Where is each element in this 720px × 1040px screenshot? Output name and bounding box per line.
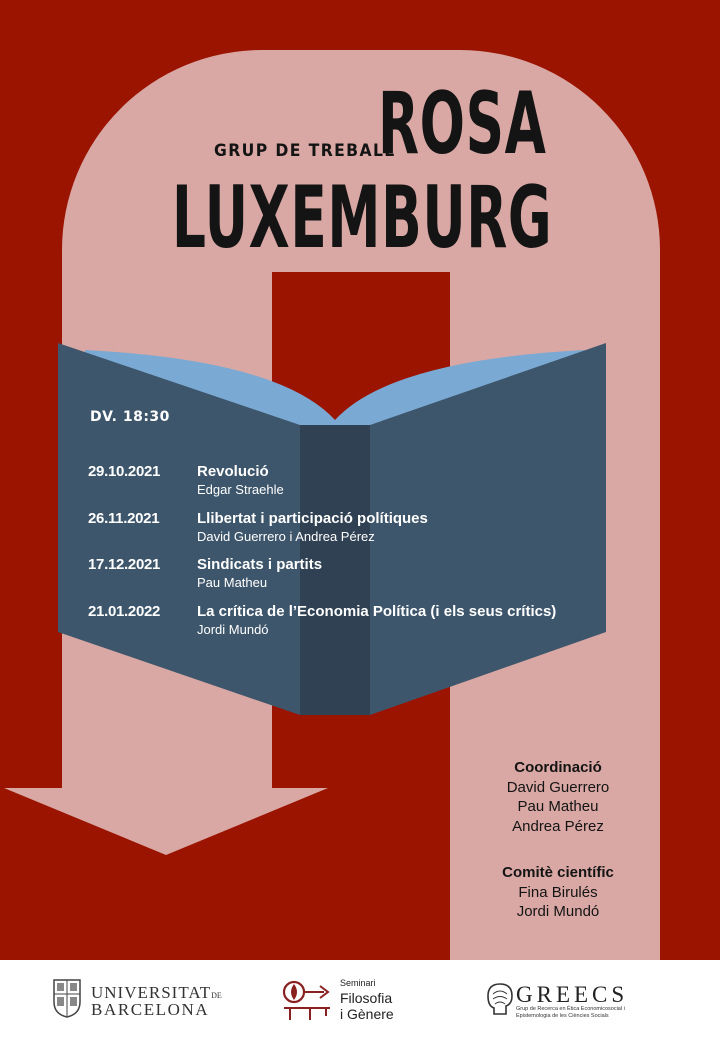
seminari-line-1: Filosofia xyxy=(340,990,393,1006)
session-speaker: David Guerrero i Andrea Pérez xyxy=(197,529,375,544)
session-topic: Llibertat i participació polítiques xyxy=(197,510,428,527)
session-topic: Sindicats i partits xyxy=(197,556,323,573)
greecs-subtitle: Grup de Recerca en Ètica Economicosocial i Epistemologia de les Ciències Socials xyxy=(516,1006,625,1019)
session-date: 21.01.2022 xyxy=(88,603,161,620)
day-time: DV. 18:30 xyxy=(90,409,170,425)
greecs-head-icon xyxy=(486,982,514,1016)
session-topic: Revolució xyxy=(197,463,269,480)
session-speaker: Pau Matheu xyxy=(197,575,268,590)
title-prefix: GRUP DE TREBALL xyxy=(214,141,396,161)
coordinator-name: Andrea Pérez xyxy=(512,817,604,835)
title-line-1: ROSA xyxy=(378,74,547,174)
committee-heading: Comitè científic xyxy=(502,864,614,881)
coordinator-name: Pau Matheu xyxy=(517,798,599,815)
session-date: 17.12.2021 xyxy=(88,556,161,573)
coordinator-name: David Guerrero xyxy=(506,778,610,796)
greecs-name: GREECS xyxy=(516,982,629,1007)
session-date: 29.10.2021 xyxy=(88,463,161,480)
university-line-1: UNIVERSITAT xyxy=(91,983,212,1002)
session-date: 26.11.2021 xyxy=(88,510,160,527)
title-line-2: LUXEMBURG xyxy=(172,168,553,268)
coordination-heading: Coordinació xyxy=(514,759,602,776)
committee-member: Jordi Mundó xyxy=(516,903,600,920)
seminari-logo-icon xyxy=(280,978,336,1022)
committee-member: Fina Birulés xyxy=(518,883,598,901)
university-de: DE xyxy=(211,991,222,1000)
seminari-line-2: i Gènere xyxy=(340,1006,394,1022)
session-speaker: Jordi Mundó xyxy=(197,622,269,637)
session-topic: La crítica de l’Economia Política (i els seus crítics) xyxy=(197,603,557,620)
session-speaker: Edgar Straehle xyxy=(197,482,284,497)
coordination-block xyxy=(470,758,646,836)
committee-block xyxy=(470,863,646,922)
university-line-2: BARCELONA xyxy=(91,1000,210,1019)
seminari-label: Seminari xyxy=(340,978,376,988)
university-crest-icon xyxy=(52,978,82,1018)
